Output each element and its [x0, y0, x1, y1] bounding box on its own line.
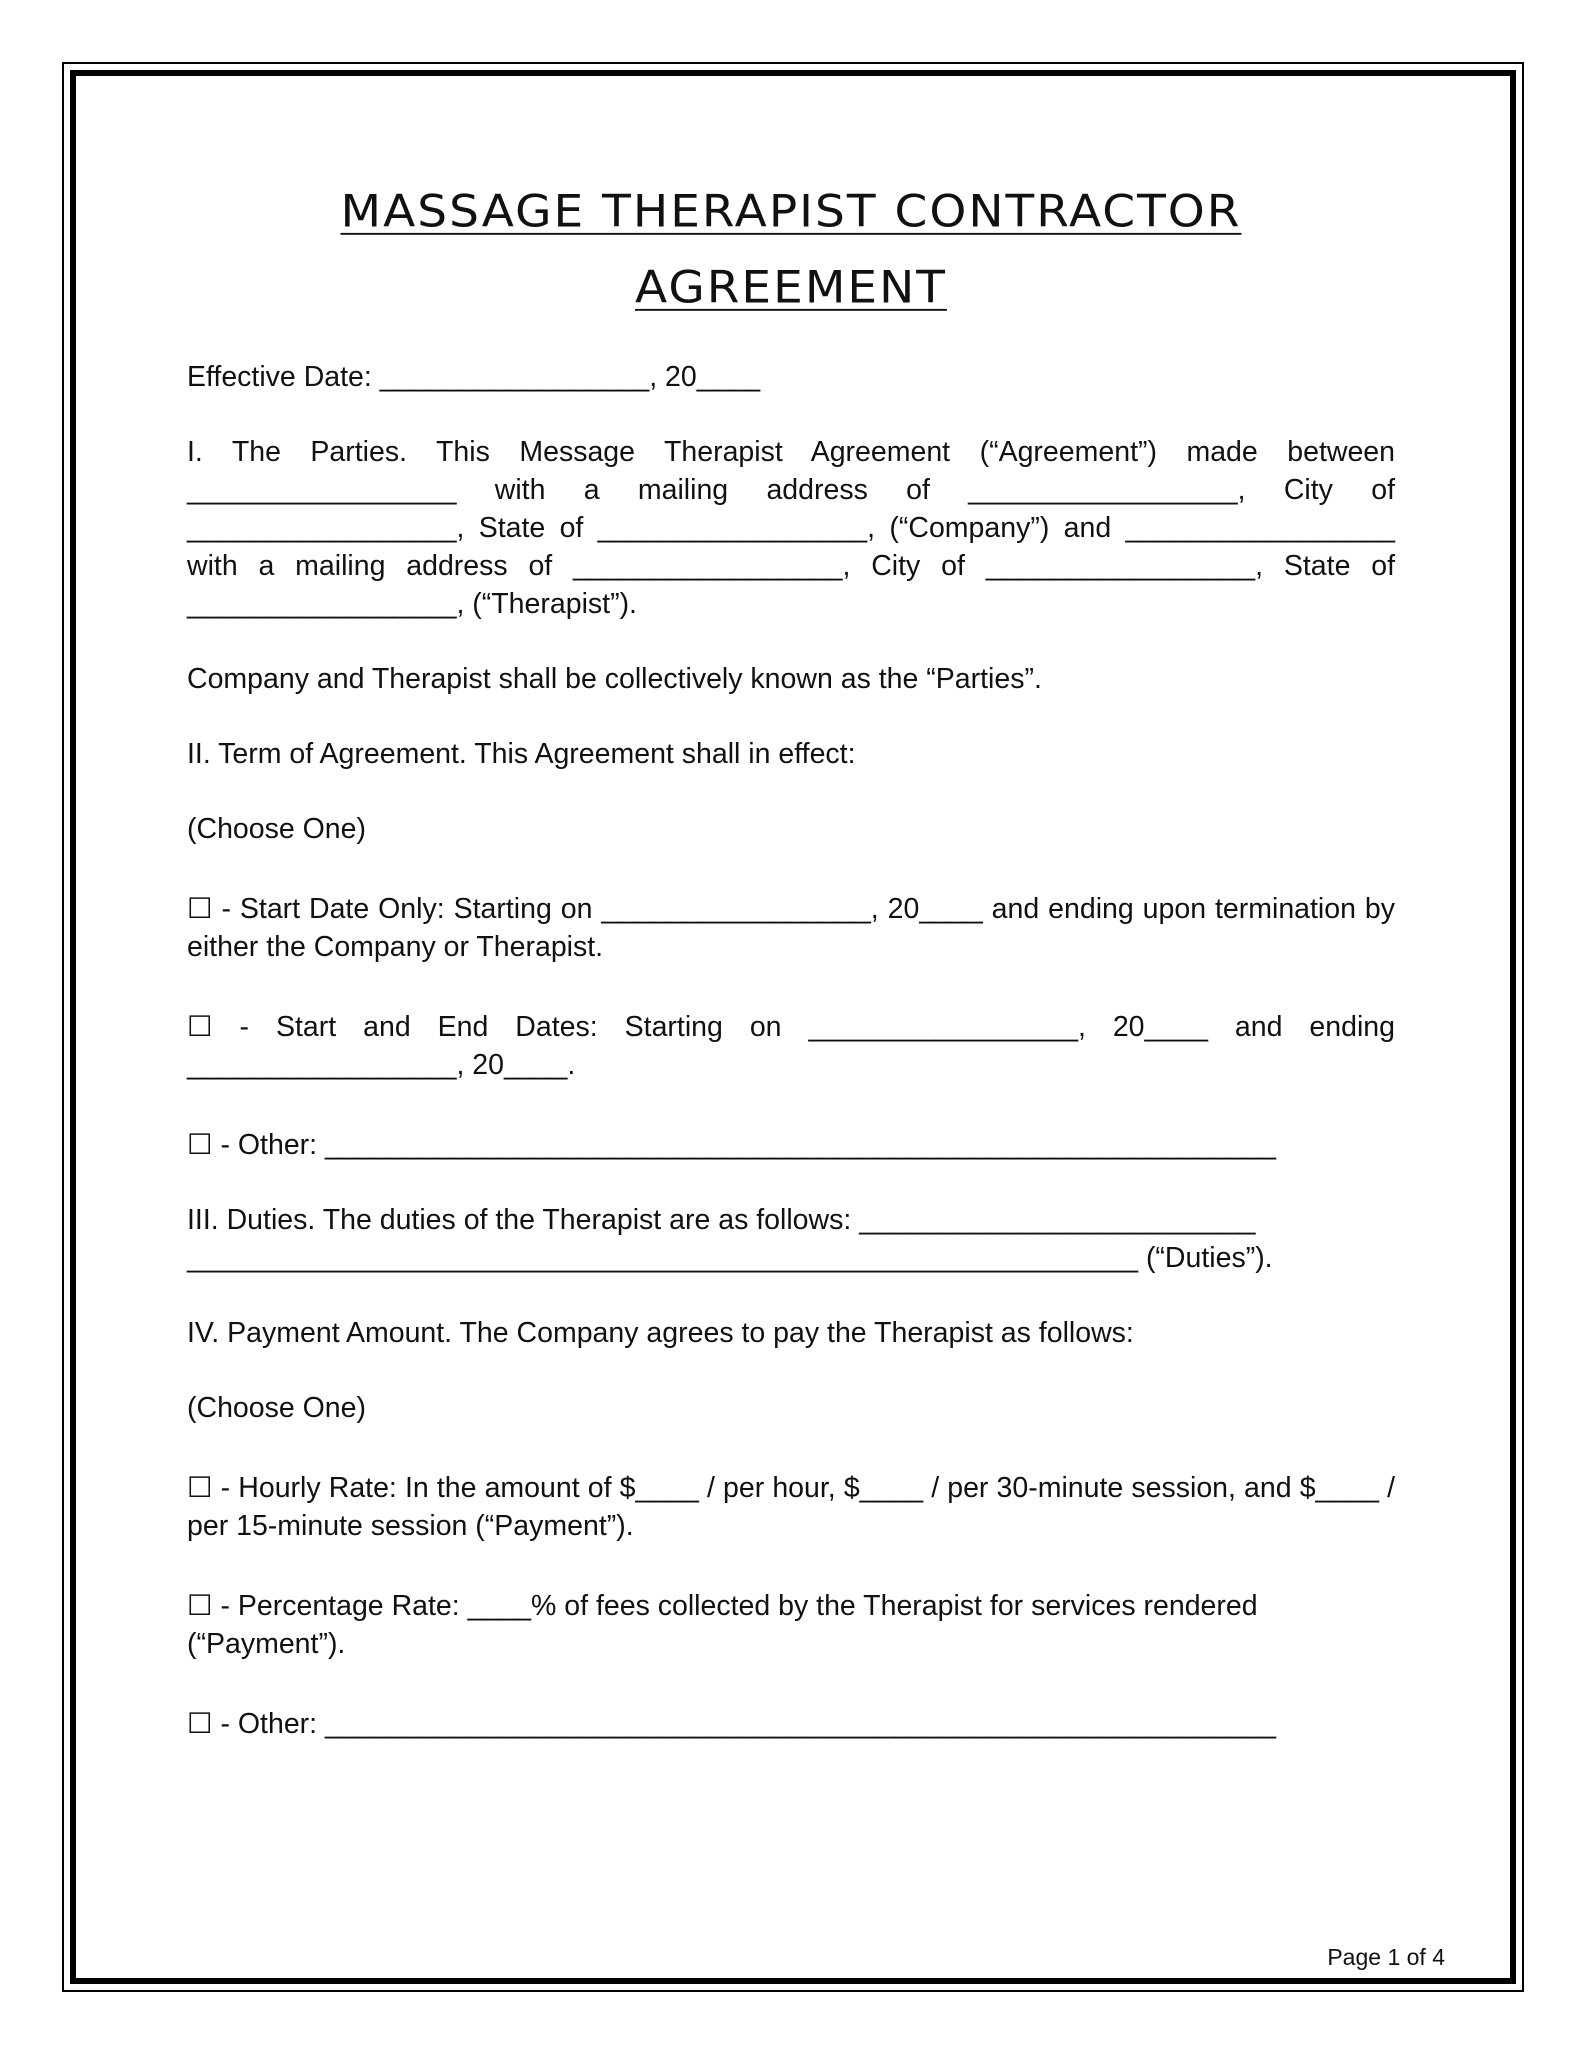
document-body — [187, 170, 1395, 1743]
payment-option-hourly[interactable]: ☐ - Hourly Rate: In the amount of $____ / per hour, $____ / per 30-minute session, and $____ / per 15-minute session (“Payment”). — [187, 1472, 1395, 1542]
choose-one-term: (Choose One) — [187, 813, 367, 845]
title-line-2: AGREEMENT — [635, 261, 947, 314]
effective-date: Effective Date: _________________, 20____ — [187, 361, 761, 393]
duties-clause: III. Duties. The duties of the Therapist are as follows: _________________________ ____________________________________________________________ (“Duties”). — [187, 1204, 1273, 1274]
term-heading: II. Term of Agreement. This Agreement shall in effect: — [187, 738, 856, 770]
title-line-1: MASSAGE THERAPIST CONTRACTOR — [340, 185, 1242, 238]
payment-heading: IV. Payment Amount. The Company agrees to pay the Therapist as follows: — [187, 1317, 1134, 1349]
choose-one-payment: (Choose One) — [187, 1392, 367, 1424]
page-number: Page 1 of 4 — [1327, 1944, 1445, 1970]
term-option-start-end[interactable]: ☐ - Start and End Dates: Starting on _________________, 20____ and ending _________________, 20____. — [187, 1011, 1395, 1081]
payment-option-percentage[interactable]: ☐ - Percentage Rate: ____% of fees collected by the Therapist for services rendered (“Payment”). — [187, 1590, 1258, 1660]
payment-option-other[interactable]: ☐ - Other: ____________________________________________________________ — [187, 1708, 1277, 1740]
parties-collective: Company and Therapist shall be collectively known as the “Parties”. — [187, 663, 1042, 695]
parties-clause: I. The Parties. This Message Therapist Agreement (“Agreement”) made between _________________ with a mailing address of _________________, City of _________________, State of _________________, (“Company”) and _________________ with a mailing address of _________________, City of _________________, State of _________________, (“Therapist”). — [187, 436, 1395, 620]
term-option-other[interactable]: ☐ - Other: ____________________________________________________________ — [187, 1129, 1277, 1161]
document-title — [187, 174, 1395, 326]
term-option-start-only[interactable]: ☐ - Start Date Only: Starting on _________________, 20____ and ending upon termination by either the Company or Therapist. — [187, 893, 1395, 963]
